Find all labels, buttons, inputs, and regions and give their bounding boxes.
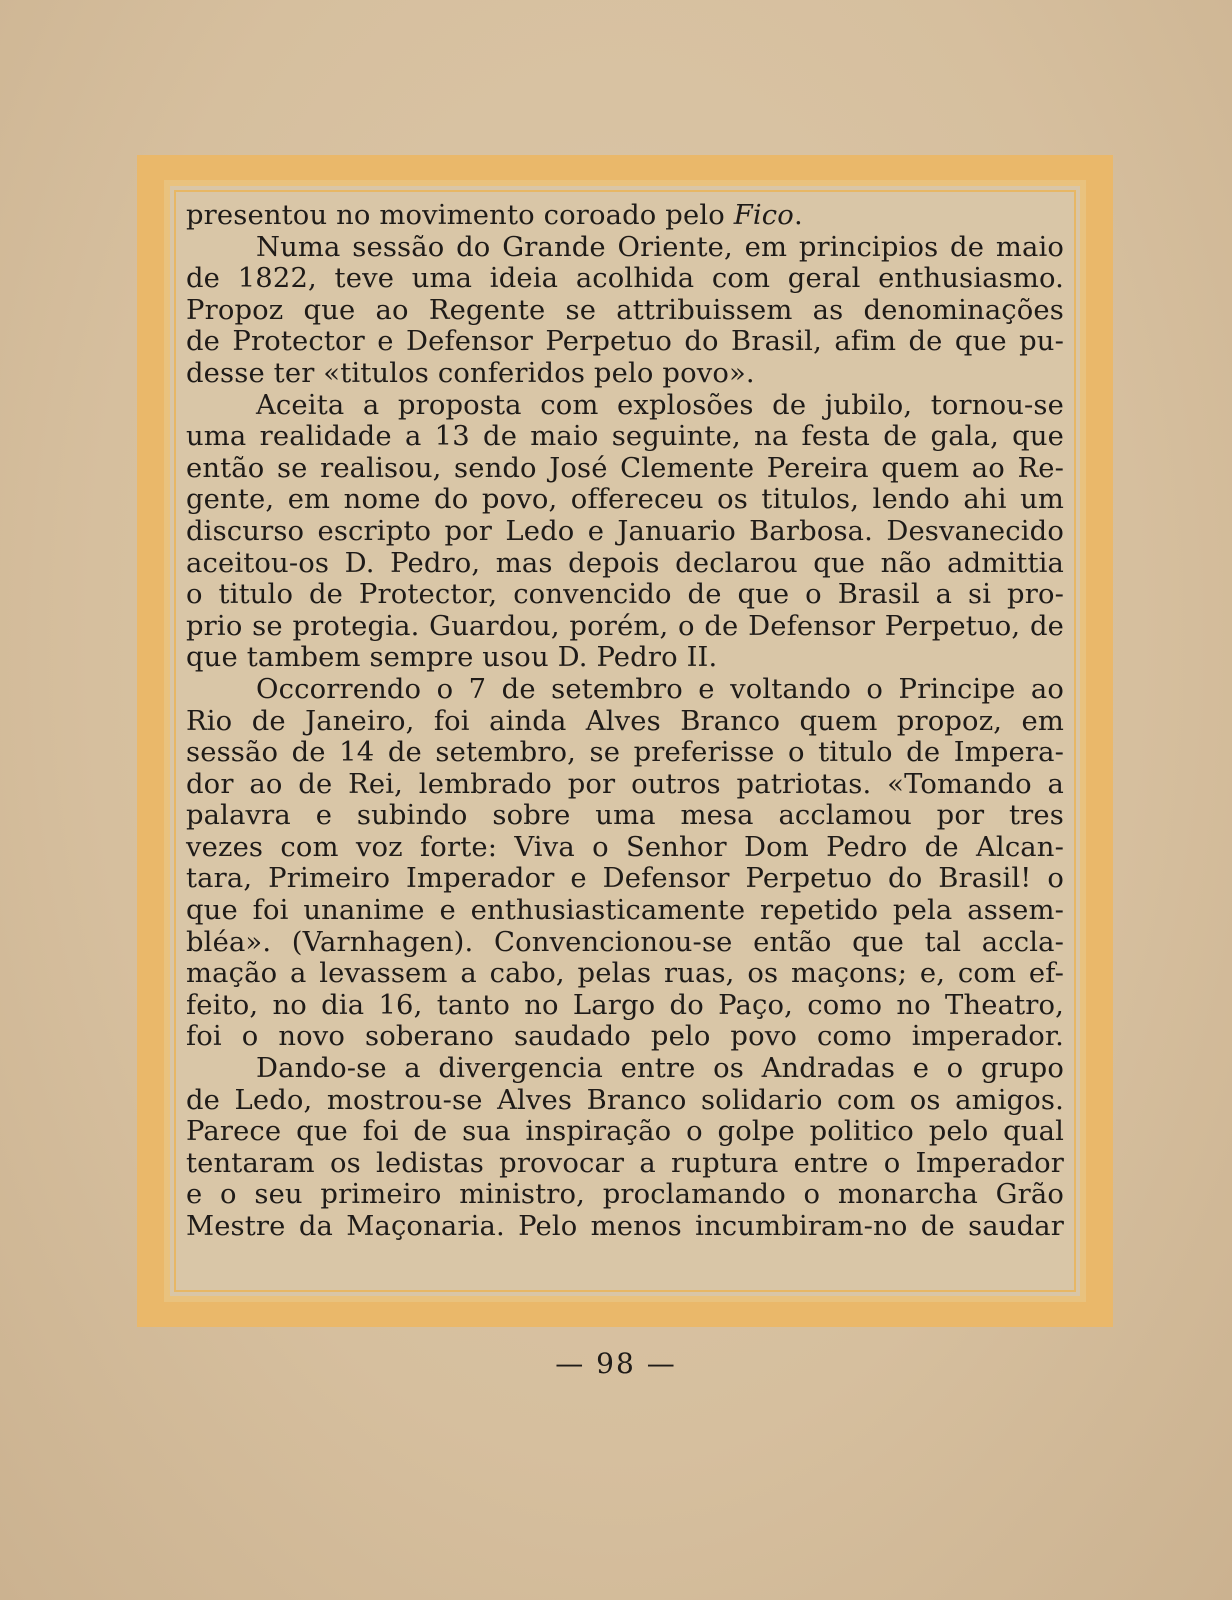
text-line	[186, 1021, 1064, 1053]
text-line	[186, 263, 1064, 295]
text-line-content: Dando-se a divergencia entre os Andradas e o grupo	[256, 1053, 1064, 1085]
text-line-content: foi o novo soberano saudado pelo povo como imperador.	[186, 1021, 1064, 1053]
text-line-content: Parece que foi de sua inspiração o golpe politico pelo qual	[186, 1116, 1064, 1148]
text-line	[186, 232, 1064, 264]
text-line-content: palavra e subindo sobre uma mesa acclamou por tres	[186, 800, 1064, 832]
text-line	[186, 990, 1064, 1022]
text-line	[186, 674, 1064, 706]
text-line-content: Mestre da Maçonaria. Pelo menos incumbiram-no de saudar	[186, 1211, 1064, 1242]
punctuation: .	[793, 200, 803, 231]
text-line-content: tentaram os ledistas provocar a ruptura entre o Imperador	[186, 1147, 1064, 1179]
text-line	[186, 611, 1064, 643]
text-line	[186, 927, 1064, 959]
text-line-content: presentou no movimento coroado pelo	[186, 200, 734, 231]
text-line	[186, 737, 1064, 769]
text-line-content: de 1822, teve uma ideia acolhida com geral enthusiasmo.	[186, 263, 1064, 295]
text-line	[186, 769, 1064, 801]
text-line-content: Aceita a proposta com explosões de jubilo, tornou-se	[256, 389, 1064, 421]
text-line-content: sessão de 14 de setembro, se preferisse o titulo de Impera-	[186, 737, 1064, 769]
body-text	[186, 200, 1064, 1243]
text-line-content: então se realisou, sendo José Clemente Pereira quem ao Re-	[186, 452, 1064, 484]
text-line-content: gente, em nome do povo, offereceu os titulos, lendo ahi um	[186, 484, 1064, 516]
text-line-content: Occorrendo o 7 de setembro e voltando o Principe ao	[256, 673, 1064, 705]
text-line	[186, 1116, 1064, 1148]
text-line-content: que foi unanime e enthusiasticamente repetido pela assem-	[186, 895, 1064, 927]
page-number: — 98 —	[555, 1347, 677, 1380]
text-line-content: discurso escripto por Ledo e Januario Barbosa. Desvanecido	[186, 515, 1064, 547]
text-line	[186, 516, 1064, 548]
text-line-content: dor ao de Rei, lembrado por outros patriotas. «Tomando a	[186, 768, 1064, 800]
text-line	[186, 421, 1064, 453]
text-line	[186, 326, 1064, 358]
text-line-content: aceitou-os D. Pedro, mas depois declarou que não admittia	[186, 547, 1064, 579]
text-line	[186, 895, 1064, 927]
text-line	[186, 800, 1064, 832]
italic-word: Fico	[733, 200, 794, 231]
text-line	[186, 832, 1064, 864]
text-line-content: de Ledo, mostrou-se Alves Branco solidario com os amigos.	[186, 1084, 1064, 1116]
text-line-content: Numa sessão do Grande Oriente, em principios de maio	[256, 231, 1064, 263]
text-line	[186, 1053, 1064, 1085]
text-line	[186, 642, 1064, 674]
text-line-content: tara, Primeiro Imperador e Defensor Perpetuo do Brasil! o	[186, 863, 1064, 895]
text-line-content: uma realidade a 13 de maio seguinte, na festa de gala, que	[186, 421, 1064, 453]
text-line	[186, 1085, 1064, 1117]
text-line	[186, 1211, 1064, 1243]
text-line	[186, 200, 1064, 232]
text-line	[186, 579, 1064, 611]
text-line-content: desse ter «titulos conferidos pelo povo».	[186, 357, 755, 389]
text-line-content: o titulo de Protector, convencido de que o Brasil a si pro-	[186, 579, 1064, 611]
text-line-content: prio se protegia. Guardou, porém, o de Defensor Perpetuo, de	[186, 610, 1064, 642]
text-line-content: que tambem sempre usou D. Pedro II.	[186, 642, 718, 674]
text-line	[186, 1148, 1064, 1180]
text-line-content: feito, no dia 16, tanto no Largo do Paço, como no Theatro,	[186, 989, 1064, 1021]
text-line	[186, 958, 1064, 990]
text-line	[186, 484, 1064, 516]
text-line-content: Rio de Janeiro, foi ainda Alves Branco quem propoz, em	[186, 705, 1064, 737]
text-line-content: mação a levassem a cabo, pelas ruas, os maçons; e, com ef-	[186, 958, 1064, 990]
text-line-content: vezes com voz forte: Viva o Senhor Dom Pedro de Alcan-	[186, 831, 1064, 863]
text-line	[186, 706, 1064, 738]
text-line	[186, 453, 1064, 485]
text-line-content: e o seu primeiro ministro, proclamando o monarcha Grão	[186, 1179, 1064, 1211]
text-line	[186, 390, 1064, 422]
text-line	[186, 548, 1064, 580]
text-line	[186, 358, 1064, 390]
text-line	[186, 295, 1064, 327]
text-line	[186, 863, 1064, 895]
text-line	[186, 1179, 1064, 1211]
text-line-content: bléa». (Varnhagen). Convencionou-se então que tal accla-	[186, 926, 1064, 958]
text-line-content: Propoz que ao Regente se attribuissem as denominações	[186, 294, 1064, 326]
text-line-content: de Protector e Defensor Perpetuo do Brasil, afim de que pu-	[186, 326, 1064, 358]
